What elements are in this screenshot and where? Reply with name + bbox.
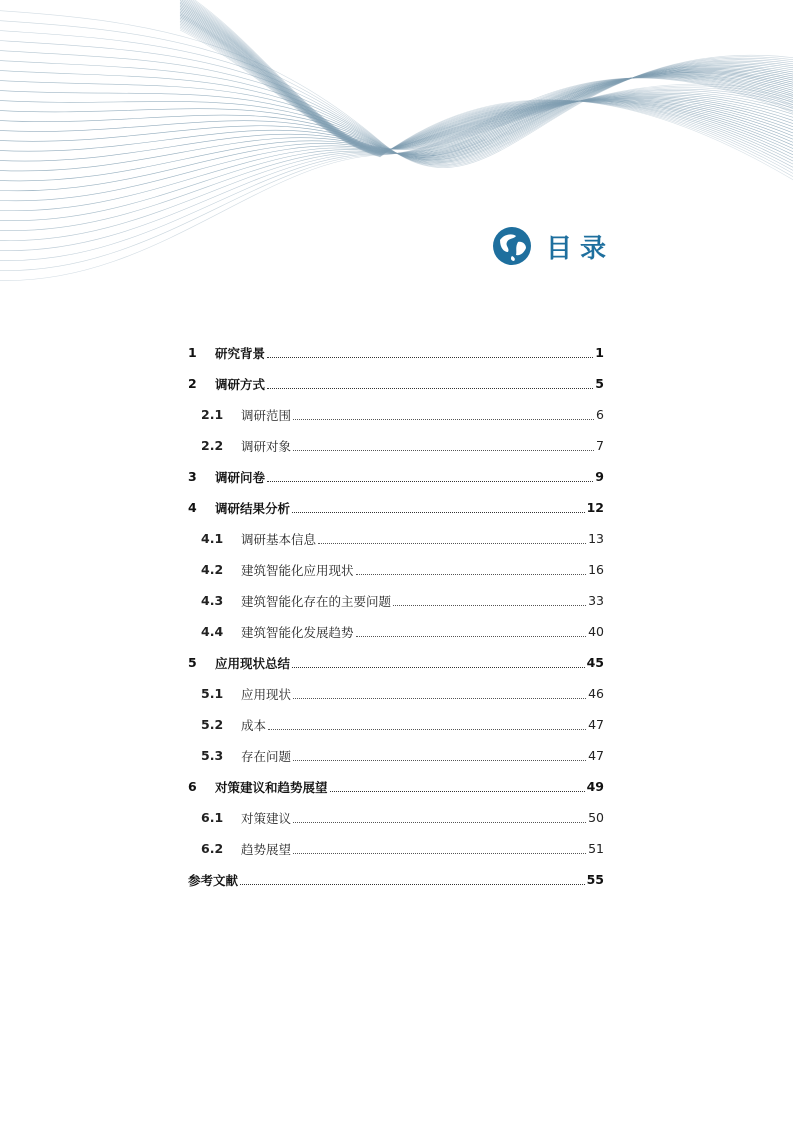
toc-entry-page: 47: [588, 748, 604, 763]
toc-entry-page: 46: [588, 686, 604, 701]
page-title: 目录: [546, 233, 615, 264]
dot-leader: [356, 635, 587, 637]
wave-line: [0, 70, 793, 157]
toc-entry-number: 3: [188, 469, 197, 484]
toc-entry[interactable]: [188, 399, 604, 430]
toc-entry[interactable]: [188, 430, 604, 461]
toc-entry-page: 7: [596, 438, 604, 453]
toc-entry-number: 5.1: [201, 686, 224, 701]
dot-leader: [293, 418, 594, 420]
toc-entry-page: 9: [595, 469, 604, 484]
toc-entry-number: 6: [188, 779, 197, 794]
dot-leader: [293, 449, 594, 451]
toc-entry-number: 4: [188, 500, 197, 515]
toc-entry[interactable]: [188, 709, 604, 740]
toc-entry[interactable]: [188, 523, 604, 554]
toc-entry-page: 16: [588, 562, 604, 577]
toc-entry-number: 2: [188, 376, 197, 391]
dot-leader: [267, 480, 593, 482]
toc-entry-label: 调研对象: [241, 438, 292, 454]
toc-entry[interactable]: [188, 740, 604, 771]
toc-entry-page: 51: [588, 841, 604, 856]
dot-leader: [330, 790, 585, 792]
toc-entry-label: 建筑智能化存在的主要问题: [241, 593, 392, 609]
page-header: [492, 226, 614, 266]
toc-entry[interactable]: [188, 771, 604, 802]
toc-entry[interactable]: [188, 554, 604, 585]
dot-leader: [356, 573, 587, 575]
toc-entry-number: 6.1: [201, 810, 224, 825]
dot-leader: [393, 604, 586, 606]
wave-line: [0, 78, 793, 271]
toc-entry-page: 45: [586, 655, 604, 670]
toc-entry-page: 5: [595, 376, 604, 391]
toc-entry-number: 5.2: [201, 717, 224, 732]
table-of-contents: [188, 337, 604, 895]
toc-entry-number: 4.4: [201, 624, 224, 639]
wave-line: [0, 75, 793, 200]
toc-entry-number: 5.3: [201, 748, 224, 763]
toc-entry-number: 4.2: [201, 562, 224, 577]
dot-leader: [292, 511, 585, 513]
toc-entry-number: 4.1: [201, 531, 224, 546]
toc-entry[interactable]: [188, 337, 604, 368]
toc-entry-page: 13: [588, 531, 604, 546]
decorative-wave-background: [0, 0, 793, 290]
toc-entry-number: 4.3: [201, 593, 224, 608]
toc-entry-label: 对策建议和趋势展望: [215, 779, 328, 795]
toc-entry-label: 研究背景: [215, 345, 266, 361]
toc-entry[interactable]: [188, 802, 604, 833]
toc-entry-label: 调研结果分析: [215, 500, 291, 516]
toc-entry-page: 40: [588, 624, 604, 639]
wave-line: [0, 74, 793, 171]
dot-leader: [293, 821, 586, 823]
toc-entry-label: 存在问题: [241, 748, 292, 764]
toc-entry-label: 调研方式: [215, 376, 266, 392]
toc-entry-page: 6: [596, 407, 604, 422]
toc-entry-label: 对策建议: [241, 810, 292, 826]
toc-entry[interactable]: [188, 585, 604, 616]
toc-entry[interactable]: [188, 678, 604, 709]
toc-entry-label: 应用现状总结: [215, 655, 291, 671]
toc-entry[interactable]: [188, 833, 604, 864]
wave-line: [0, 78, 793, 281]
toc-entry[interactable]: [188, 492, 604, 523]
toc-entry-number: 2.1: [201, 407, 224, 422]
toc-entry-label: 调研问卷: [215, 469, 266, 485]
toc-entry[interactable]: [188, 368, 604, 399]
toc-entry[interactable]: [188, 461, 604, 492]
toc-entry-number: 1: [188, 345, 197, 360]
dot-leader: [293, 697, 586, 699]
dot-leader: [268, 728, 586, 730]
dot-leader: [267, 387, 593, 389]
wave-line: [0, 69, 793, 158]
toc-entry-label: 参考文献: [188, 872, 239, 888]
toc-entry-page: 12: [586, 500, 604, 515]
toc-entry-label: 建筑智能化应用现状: [241, 562, 354, 578]
toc-entry-label: 应用现状: [241, 686, 292, 702]
toc-entry-number: 5: [188, 655, 197, 670]
toc-entry-label: 趋势展望: [241, 841, 292, 857]
toc-entry[interactable]: [188, 864, 604, 895]
toc-entry-label: 成本: [241, 717, 267, 733]
toc-entry-number: 6.2: [201, 841, 224, 856]
dot-leader: [240, 883, 585, 885]
wave-line: [0, 77, 793, 231]
toc-entry-label: 调研范围: [241, 407, 292, 423]
toc-entry-label: 建筑智能化发展趋势: [241, 624, 354, 640]
toc-entry-page: 33: [588, 593, 604, 608]
toc-entry-page: 1: [595, 345, 604, 360]
toc-entry[interactable]: [188, 647, 604, 678]
toc-entry-page: 49: [586, 779, 604, 794]
toc-entry-number: 2.2: [201, 438, 224, 453]
wave-line: [180, 27, 793, 183]
toc-entry-page: 55: [586, 872, 604, 887]
toc-entry[interactable]: [188, 616, 604, 647]
dot-leader: [292, 666, 585, 668]
dot-leader: [293, 759, 586, 761]
dot-leader: [293, 852, 586, 854]
toc-entry-page: 50: [588, 810, 604, 825]
dot-leader: [267, 356, 593, 358]
wave-line: [180, 26, 793, 180]
wave-line: [0, 71, 793, 156]
dot-leader: [318, 542, 586, 544]
toc-entry-label: 调研基本信息: [241, 531, 317, 547]
toc-entry-page: 47: [588, 717, 604, 732]
globe-icon: [492, 226, 532, 266]
